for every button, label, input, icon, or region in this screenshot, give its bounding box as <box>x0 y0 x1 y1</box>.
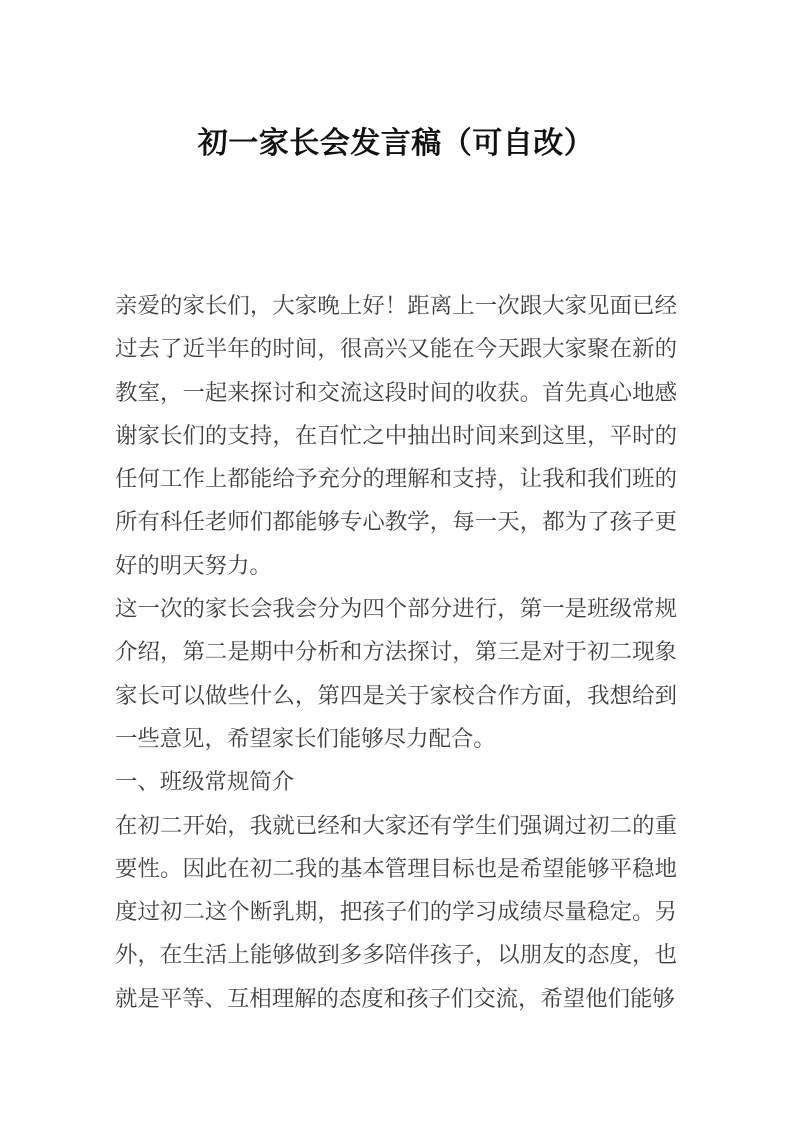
paragraph <box>115 804 677 1020</box>
text-line: 这一次的家长会我会分为四个部分进行，第一是班级常规 <box>115 596 677 622</box>
text-line: 要性。因此在初二我的基本管理目标也是希望能够平稳地 <box>115 855 677 881</box>
text-line: 一、班级常规简介 <box>115 769 295 795</box>
text-line: 任何工作上都能给予充分的理解和支持，让我和我们班的 <box>115 466 677 492</box>
text-line: 家长可以做些什么，第四是关于家校合作方面，我想给到 <box>115 682 677 708</box>
section-heading <box>115 760 677 803</box>
text-line: 过去了近半年的时间，很高兴又能在今天跟大家聚在新的 <box>115 336 677 362</box>
document-body <box>115 284 677 1020</box>
text-line: 在初二开始，我就已经和大家还有学生们强调过初二的重 <box>115 812 677 838</box>
paragraph <box>115 284 677 587</box>
text-line: 度过初二这个断乳期，把孩子们的学习成绩尽量稳定。另 <box>115 899 677 925</box>
text-line: 教室，一起来探讨和交流这段时间的收获。首先真心地感 <box>115 379 677 405</box>
document-title: 初一家长会发言稿（可自改） <box>197 127 595 160</box>
text-line: 就是平等、互相理解的态度和孩子们交流，希望他们能够 <box>115 985 675 1011</box>
paragraph <box>115 587 677 760</box>
text-line: 好的明天努力。 <box>115 552 272 578</box>
text-line: 所有科任老师们都能够专心教学，每一天，都为了孩子更 <box>115 509 677 535</box>
text-line: 外，在生活上能够做到多多陪伴孩子，以朋友的态度，也 <box>115 942 677 968</box>
text-line: 谢家长们的支持，在百忙之中抽出时间来到这里，平时的 <box>115 422 677 448</box>
text-line: 亲爱的家长们，大家晚上好！距离上一次跟大家见面已经 <box>115 293 677 318</box>
text-line: 介绍，第二是期中分析和方法探讨，第三是对于初二现象 <box>115 639 677 665</box>
text-line: 一些意见，希望家长们能够尽力配合。 <box>115 725 496 751</box>
